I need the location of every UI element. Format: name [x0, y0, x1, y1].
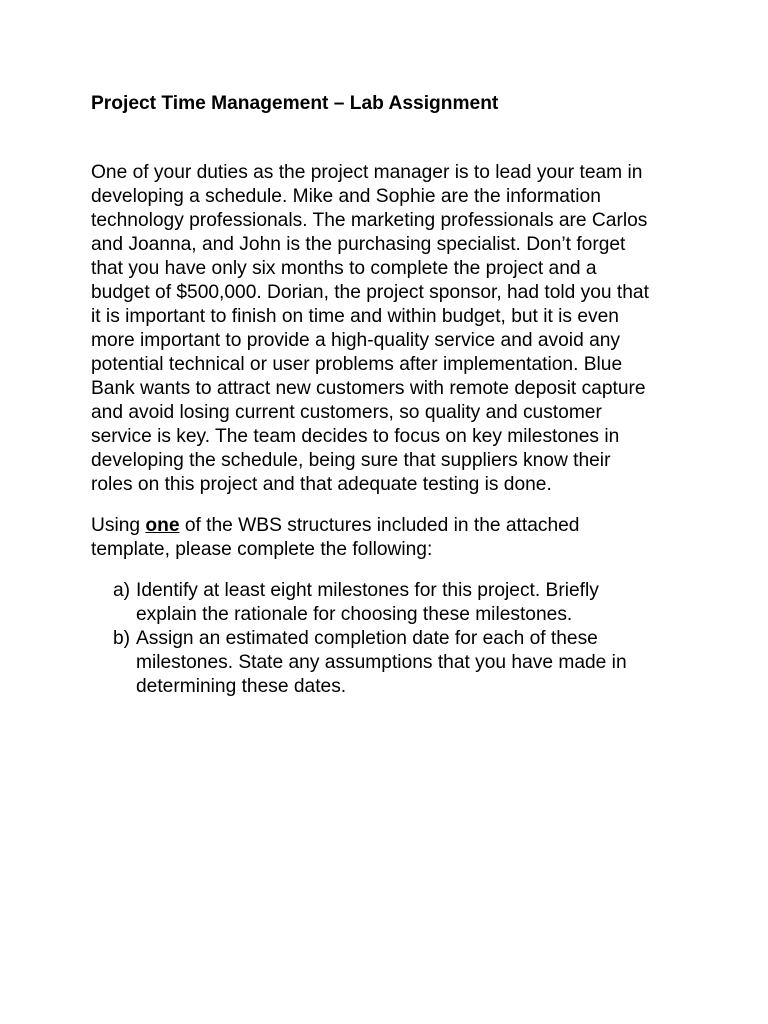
- document-content: [91, 92, 691, 699]
- emphasis-one: one: [145, 515, 180, 536]
- paragraph-line: [91, 514, 691, 538]
- paragraph-line: it is important to finish on time and within budget, but it is even: [91, 306, 619, 327]
- list-marker: b): [113, 628, 131, 649]
- paragraph-line: and Joanna, and John is the purchasing specialist. Don’t forget: [91, 234, 626, 255]
- paragraph-line: and avoid losing current customers, so quality and customer: [91, 402, 602, 423]
- list-item-line: determining these dates.: [136, 676, 347, 697]
- paragraph-line: service is key. The team decides to focus on key milestones in: [91, 426, 620, 447]
- paragraph-line: budget of $500,000. Dorian, the project sponsor, had told you that: [91, 282, 649, 303]
- paragraph-line: developing the schedule, being sure that suppliers know their: [91, 450, 611, 471]
- task-list: [91, 579, 691, 699]
- paragraph-line: Bank wants to attract new customers with remote deposit capture: [91, 378, 646, 399]
- list-item: [91, 579, 691, 627]
- text-run: Using: [91, 515, 146, 536]
- list-marker: a): [113, 580, 131, 601]
- paragraph-line: developing a schedule. Mike and Sophie are the information: [91, 186, 601, 207]
- document-title: Project Time Management – Lab Assignment: [91, 93, 499, 114]
- paragraph-line: more important to provide a high-quality service and avoid any: [91, 330, 621, 351]
- list-item-line: Assign an estimated completion date for each of these: [136, 628, 598, 649]
- paragraph-line: potential technical or user problems after implementation. Blue: [91, 354, 623, 375]
- paragraph-line: One of your duties as the project manager is to lead your team in: [91, 162, 643, 183]
- paragraph-intro: [91, 161, 691, 497]
- paragraph-line: technology professionals. The marketing professionals are Carlos: [91, 210, 648, 231]
- paragraph-instructions: [91, 514, 691, 562]
- list-item-line: Identify at least eight milestones for this project. Briefly: [136, 580, 599, 601]
- text-run: of the WBS structures included in the attached: [179, 515, 580, 536]
- paragraph-line: roles on this project and that adequate testing is done.: [91, 474, 552, 495]
- paragraph-line: template, please complete the following:: [91, 539, 433, 560]
- list-item: [91, 627, 691, 699]
- paragraph-line: that you have only six months to complete the project and a: [91, 258, 597, 279]
- list-item-line: milestones. State any assumptions that you have made in: [136, 652, 627, 673]
- list-item-line: explain the rationale for choosing these milestones.: [136, 604, 573, 625]
